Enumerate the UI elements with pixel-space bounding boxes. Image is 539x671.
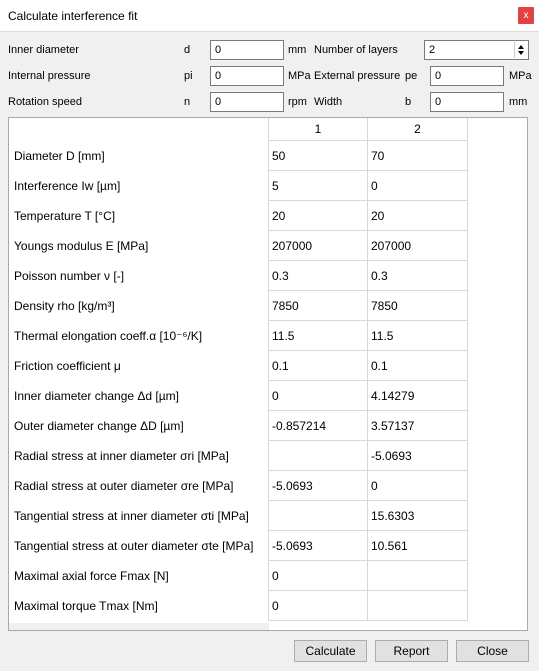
- table-row: [9, 411, 468, 441]
- layer-2-cell[interactable]: 11.5: [368, 321, 468, 351]
- rotation-speed-input[interactable]: 0: [210, 92, 284, 112]
- layer-2-cell[interactable]: 3.57137: [368, 411, 468, 441]
- close-button[interactable]: Close: [456, 640, 529, 662]
- inner-diameter-label: Inner diameter: [8, 44, 79, 56]
- width-label: Width: [314, 96, 343, 108]
- internal-pressure-input[interactable]: 0: [210, 66, 284, 86]
- spin-down-icon[interactable]: [518, 51, 524, 55]
- row-label: Interference Iw [µm]: [14, 179, 121, 193]
- layer-1-cell[interactable]: -5.0693: [268, 531, 368, 561]
- layer-1-cell[interactable]: 0: [268, 591, 368, 621]
- table-row: [9, 531, 468, 561]
- layer-2-cell[interactable]: 20: [368, 201, 468, 231]
- table-row: [9, 231, 468, 261]
- rotation-speed-unit: rpm: [288, 96, 307, 108]
- layer-1-cell[interactable]: 20: [268, 201, 368, 231]
- layer-1-cell[interactable]: [268, 441, 368, 471]
- row-label: Radial stress at inner diameter σri [MPa]: [14, 449, 229, 463]
- table-row: [9, 501, 468, 531]
- external-pressure-input[interactable]: 0: [430, 66, 504, 86]
- table-row: [9, 201, 468, 231]
- layer-2-cell[interactable]: 0.3: [368, 261, 468, 291]
- spin-up-icon[interactable]: [518, 45, 524, 49]
- layer-2-cell[interactable]: [368, 561, 468, 591]
- layer-2-cell[interactable]: 207000: [368, 231, 468, 261]
- layer-1-cell[interactable]: 0: [268, 561, 368, 591]
- table-row: [9, 291, 468, 321]
- internal-pressure-symbol: pi: [184, 70, 193, 82]
- external-pressure-unit: MPa: [509, 70, 532, 82]
- table-row: [9, 441, 468, 471]
- layer-2-cell[interactable]: 0: [368, 471, 468, 501]
- table-row: [9, 171, 468, 201]
- width-input[interactable]: 0: [430, 92, 504, 112]
- rotation-speed-symbol: n: [184, 96, 191, 108]
- internal-pressure-label: Internal pressure: [8, 70, 91, 82]
- window-title: Calculate interference fit: [8, 9, 138, 23]
- row-label: Maximal torque Tmax [Nm]: [14, 599, 158, 613]
- table-row: [9, 591, 468, 621]
- table-row: [9, 321, 468, 351]
- external-pressure-label: External pressure: [314, 70, 401, 82]
- table-row: [9, 141, 468, 171]
- layer-2-cell[interactable]: -5.0693: [368, 441, 468, 471]
- table-bottom-strip: [9, 623, 269, 631]
- table-row: [9, 381, 468, 411]
- inner-diameter-symbol: d: [184, 44, 191, 56]
- close-icon[interactable]: x: [518, 7, 534, 24]
- layer-2-cell[interactable]: 4.14279: [368, 381, 468, 411]
- layer-2-cell[interactable]: 15.6303: [368, 501, 468, 531]
- layer-1-cell[interactable]: 0: [268, 381, 368, 411]
- table-row: [9, 561, 468, 591]
- row-label: Diameter D [mm]: [14, 149, 105, 163]
- width-unit: mm: [509, 96, 528, 108]
- layer-1-cell[interactable]: 207000: [268, 231, 368, 261]
- row-label: Temperature T [°C]: [14, 209, 116, 223]
- row-label: Inner diameter change Δd [µm]: [14, 389, 180, 403]
- layer-1-cell[interactable]: 0.3: [268, 261, 368, 291]
- layer-table[interactable]: [8, 117, 528, 631]
- row-label: Tangential stress at outer diameter σte [MPa]: [14, 539, 254, 553]
- layer-1-cell[interactable]: 11.5: [268, 321, 368, 351]
- number-of-layers-value: 2: [429, 44, 436, 56]
- layer-1-cell[interactable]: 0.1: [268, 351, 368, 381]
- report-button[interactable]: Report: [375, 640, 448, 662]
- column-header-1[interactable]: 1: [268, 118, 368, 141]
- layer-1-cell[interactable]: 7850: [268, 291, 368, 321]
- layer-2-cell[interactable]: 70: [368, 141, 468, 171]
- layer-1-cell[interactable]: [268, 501, 368, 531]
- layer-2-cell[interactable]: 0.1: [368, 351, 468, 381]
- table-row: [9, 351, 468, 381]
- row-label: Friction coefficient μ: [14, 359, 121, 373]
- internal-pressure-unit: MPa: [288, 70, 311, 82]
- layer-1-cell[interactable]: -5.0693: [268, 471, 368, 501]
- spin-arrows-icon[interactable]: [514, 42, 527, 58]
- table-empty-area: [468, 118, 528, 630]
- row-label: Thermal elongation coeff.α [10⁻⁶/K]: [14, 329, 203, 343]
- row-label: Youngs modulus E [MPa]: [14, 239, 149, 253]
- number-of-layers-spinbox[interactable]: [424, 40, 529, 60]
- layer-2-cell[interactable]: [368, 591, 468, 621]
- width-symbol: b: [405, 96, 412, 108]
- layer-2-cell[interactable]: 10.561: [368, 531, 468, 561]
- layer-1-cell[interactable]: -0.857214: [268, 411, 368, 441]
- column-header-2[interactable]: 2: [368, 118, 468, 141]
- rotation-speed-label: Rotation speed: [8, 96, 82, 108]
- inner-diameter-input[interactable]: 0: [210, 40, 284, 60]
- layer-2-cell[interactable]: 7850: [368, 291, 468, 321]
- layer-1-cell[interactable]: 5: [268, 171, 368, 201]
- layer-2-cell[interactable]: 0: [368, 171, 468, 201]
- row-label: Poisson number ν [-]: [14, 269, 125, 283]
- row-label: Outer diameter change ΔD [µm]: [14, 419, 184, 433]
- calculate-button[interactable]: Calculate: [294, 640, 367, 662]
- row-label: Tangential stress at inner diameter σti [MPa]: [14, 509, 249, 523]
- layer-1-cell[interactable]: 50: [268, 141, 368, 171]
- table-row: [9, 261, 468, 291]
- table-row: [9, 471, 468, 501]
- title-bar: [0, 0, 539, 32]
- row-label: Maximal axial force Fmax [N]: [14, 569, 169, 583]
- row-label: Radial stress at outer diameter σre [MPa]: [14, 479, 234, 493]
- number-of-layers-label: Number of layers: [314, 44, 398, 56]
- inner-diameter-unit: mm: [288, 44, 307, 56]
- row-label: Density rho [kg/m³]: [14, 299, 115, 313]
- external-pressure-symbol: pe: [405, 70, 418, 82]
